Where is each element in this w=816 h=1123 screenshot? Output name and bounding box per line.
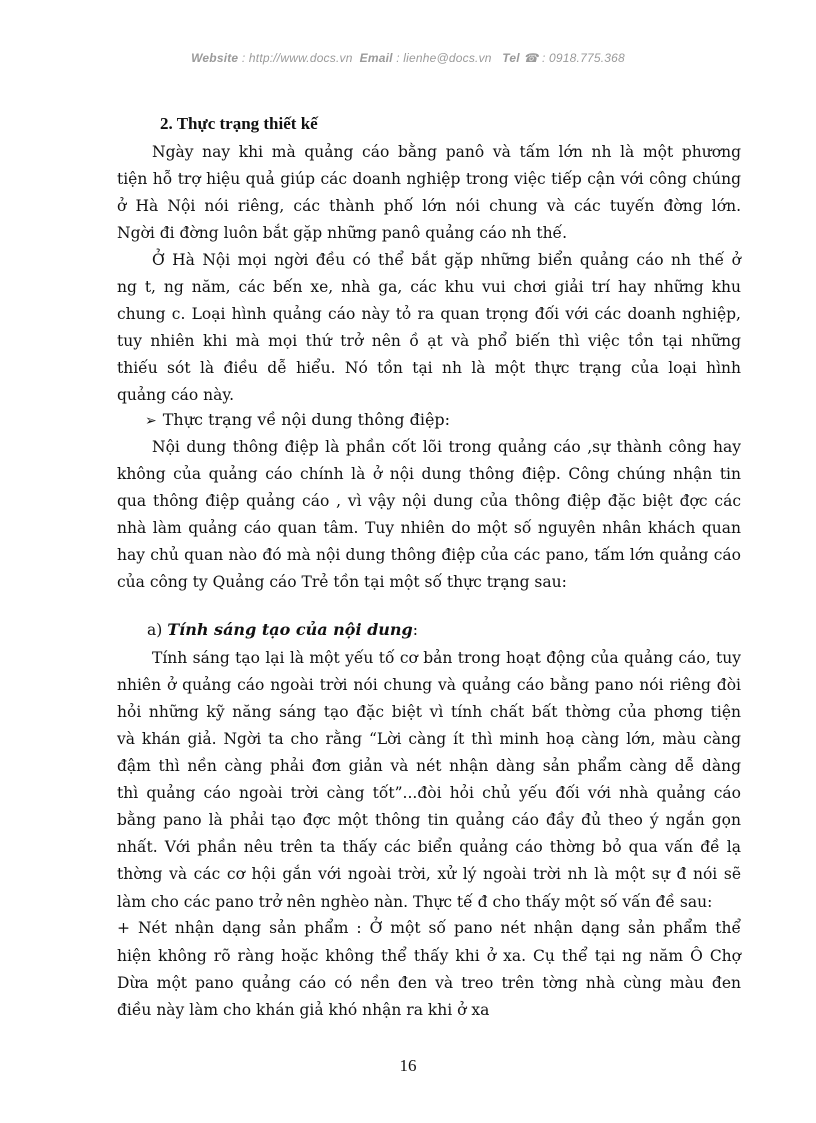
tel-value: ☎ : 0918.775.368 [523,51,625,65]
paragraph-4-line-7: bằng pano là phải tạo đợc một thông tin quảng cáo đầy đủ theo ý ngắn gọn [117,811,741,829]
paragraph-1-line-3: ở Hà Nội nói riêng, các thành phố lớn nói chung và các tuyến đờng lớn. [117,197,741,215]
page-number: 16 [399,1056,417,1075]
tel-label: Tel [502,51,520,65]
paragraph-4-line-8: nhất. Với phần nêu trên ta thấy các biển quảng cáo thờng bỏ qua vấn đề lạ [117,838,741,856]
section-a-title: Tính sáng tạo của nội dung [167,620,413,639]
paragraph-4-line-6: thì quảng cáo ngoài trời càng tốt”...đòi hỏi chủ yếu đối với nhà quảng cáo [117,784,741,802]
email-label: Email [359,51,393,65]
email-value: : lienhe@docs.vn [396,51,492,65]
paragraph-5-line-1: + Nét nhận dạng sản phẩm : Ở một số pano nét nhận dạng sản phẩm thể [117,919,741,937]
subheading-text: Thực trạng về nội dung thông điệp: [162,410,451,429]
paragraph-3-line-1: Nội dung thông điệp là phần cốt lõi trong quảng cáo ,sự thành công hay [152,438,741,456]
paragraph-2-line-2: ng t, ng năm, các bến xe, nhà ga, các khu vui chơi giải trí hay những khu [117,278,741,296]
website-label: Website [191,51,239,65]
section-a-prefix: a) [147,621,163,639]
paragraph-4-line-9: thờng và các cơ hội gắn với ngoài trời, xử lý ngoài trời nh là một sự đ nói sẽ [117,865,741,883]
paragraph-2-line-3: chung c. Loại hình quảng cáo này tỏ ra quan trọng đối với các doanh nghiệp, [117,305,741,323]
paragraph-1-line-4: Ngời đi đờng luôn bắt gặp những panô quảng cáo nh thế. [117,224,568,242]
website-value: : http://www.docs.vn [241,51,353,65]
paragraph-4-line-1: Tính sáng tạo lại là một yếu tố cơ bản trong hoạt động của quảng cáo, tuy [152,649,741,667]
paragraph-1-line-2: tiện hỗ trợ hiệu quả giúp các doanh nghiệp trong việc tiếp cận với công chúng [117,170,741,188]
paragraph-4-line-5: đậm thì nền càng phải đơn giản và nét nhận dàng sản phẩm càng dễ dàng [117,757,741,775]
paragraph-3-line-2: không của quảng cáo chính là ở nội dung thông điệp. Công chúng nhận tin [117,465,741,483]
section-heading: 2. Thực trạng thiết kế [160,114,318,133]
paragraph-3-line-3: qua thông điệp quảng cáo , vì vậy nội dung của thông điệp đặc biệt đợc các [117,492,741,510]
paragraph-5-line-2: hiện không rõ ràng hoặc không thể thấy khi ở xa. Cụ thể tại ng năm Ô Chợ [117,947,741,965]
paragraph-3-line-4: nhà làm quảng cáo quan tâm. Tuy nhiên do một số nguyên nhân khách quan [117,519,741,537]
paragraph-4-line-3: hỏi những kỹ năng sáng tạo đặc biệt vì tính chất bất thờng của phơng tiện [117,703,741,721]
paragraph-2-line-4: tuy nhiên khi mà mọi thứ trở nên ồ ạt và phổ biến thì việc tồn tại những [117,332,741,350]
paragraph-1-line-1: Ngày nay khi mà quảng cáo bằng panô và tấm lớn nh là một phương [152,143,741,161]
paragraph-2-line-5: thiếu sót là điều dễ hiểu. Nó tồn tại nh là một thực trạng của loại hình [117,359,741,377]
section-a-heading [147,620,771,640]
paragraph-2-line-1: Ở Hà Nội mọi ngời đều có thể bắt gặp những biển quảng cáo nh thế ở [152,251,741,269]
arrow-bullet-icon: ➢ [145,413,157,429]
page-header [0,51,816,65]
paragraph-4-line-2: nhiên ở quảng cáo ngoài trời nói chung và quảng cáo bằng pano nói riêng đòi [117,676,741,694]
paragraph-2-line-6: quảng cáo này. [117,386,235,404]
paragraph-5-line-4: điều này làm cho khán giả khó nhận ra khi ở xa [117,1001,490,1019]
paragraph-4-line-10: làm cho các pano trở nên nghèo nàn. Thực tế đ cho thấy một số vấn đề sau: [117,893,713,911]
paragraph-5-line-3: Dừa một pano quảng cáo có nền đen và treo trên tờng nhà cùng màu đen [117,974,741,992]
subheading [145,410,769,431]
paragraph-4-line-4: và khán giả. Ngời ta cho rằng “Lời càng ít thì minh hoạ càng lớn, màu càng [117,730,741,748]
paragraph-3-line-6: của công ty Quảng cáo Trẻ tồn tại một số thực trạng sau: [117,573,567,591]
section-a-suffix: : [412,621,418,639]
paragraph-3-line-5: hay chủ quan nào đó mà nội dung thông điệp của các pano, tấm lớn quảng cáo [117,546,741,564]
